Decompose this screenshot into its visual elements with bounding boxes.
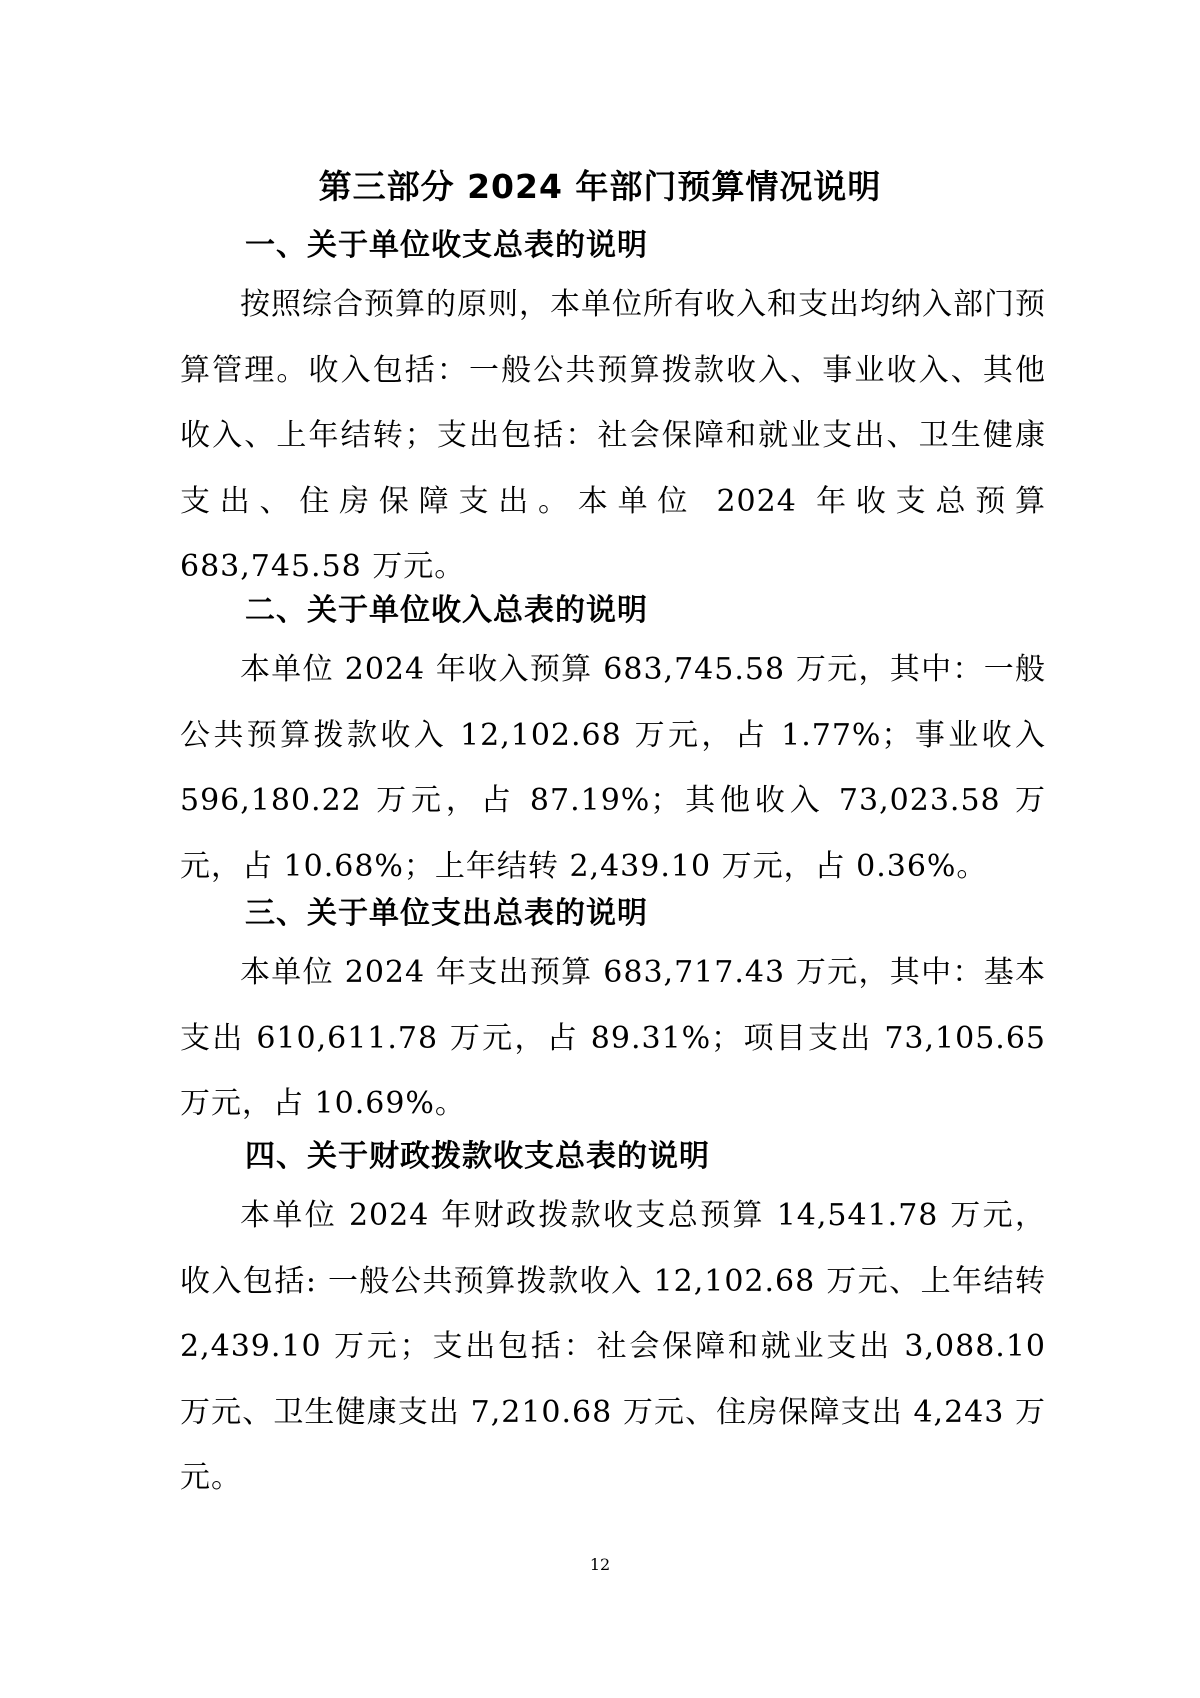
section-body-1: 按照综合预算的原则，本单位所有收入和支出均纳入部门预算管理。收入包括：一般公共预算拨款收入、事业收入、其他收入、上年结转；支出包括：社会保障和就业支出、卫生健康支出、住房保障支出。本单位 2024 年收支总预算 683,745.58 万元。 xyxy=(180,287,1046,584)
document-title: 第三部分 2024 年部门预算情况说明 xyxy=(318,167,882,206)
section-body-4: 本单位 2024 年财政拨款收支总预算 14,541.78 万元，收入包括: 一般公共预算拨款收入 12,102.68 万元、上年结转 2,439.10 万元；支出包括：社会保障和就业支出 3,088.10 万元、卫生健康支出 7,210.68 万元、住房保障支出 4,243 万元。 xyxy=(180,1198,1046,1495)
section-heading-4: 四、关于财政拨款收支总表的说明 xyxy=(245,1139,710,1174)
section-body-3: 本单位 2024 年支出预算 683,717.43 万元，其中：基本支出 610,611.78 万元，占 89.31%；项目支出 73,105.65 万元，占 10.69%。 xyxy=(180,955,1046,1121)
section-heading-2: 二、关于单位收入总表的说明 xyxy=(245,593,648,628)
section-heading-1: 一、关于单位收支总表的说明 xyxy=(245,228,648,263)
page-number: 12 xyxy=(589,1555,611,1574)
section-body-2: 本单位 2024 年收入预算 683,745.58 万元，其中：一般公共预算拨款收入 12,102.68 万元，占 1.77%；事业收入 596,180.22 万元，占 87.19%；其他收入 73,023.58 万元，占 10.68%；上年结转 2,439.10 万元，占 0.36%。 xyxy=(180,652,1046,884)
section-heading-3: 三、关于单位支出总表的说明 xyxy=(245,896,648,931)
